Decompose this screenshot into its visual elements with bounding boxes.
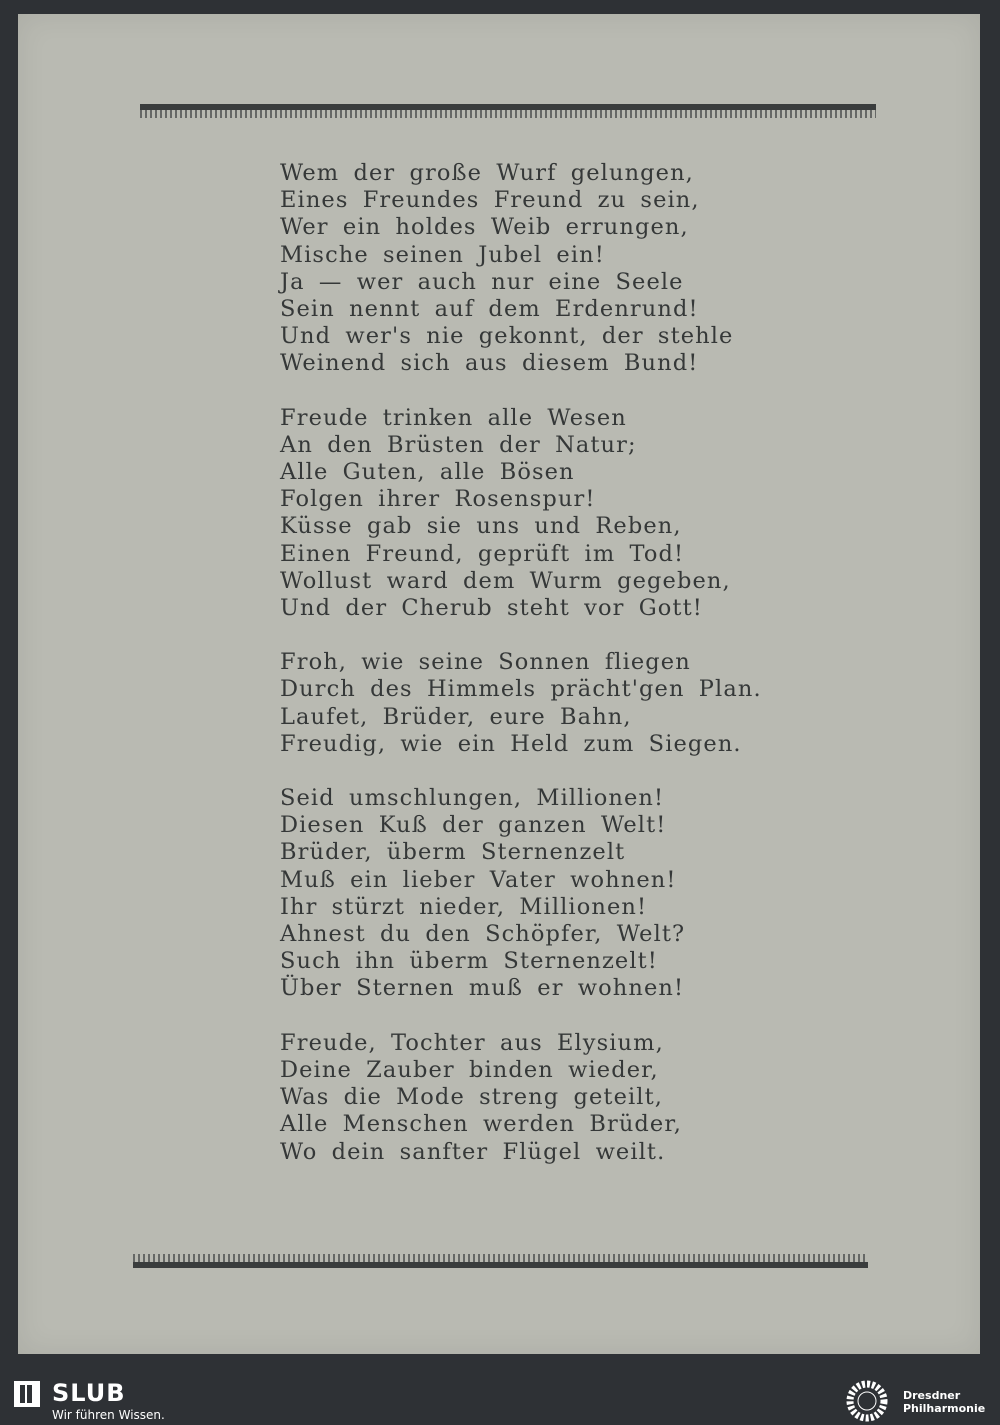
poem-line: Deine Zauber binden wieder, [280, 1056, 659, 1083]
poem-line: An den Brüsten der Natur; [280, 431, 637, 458]
stanza [280, 785, 780, 1003]
poem-line: Mische seinen Jubel ein! [280, 241, 605, 268]
poem-line: Durch des Himmels prächt'gen Plan. [280, 676, 762, 703]
poem-line: Und wer's nie gekonnt, der stehle [280, 323, 734, 350]
poem-line: Muß ein lieber Vater wohnen! [280, 866, 677, 893]
bottom-rule [133, 1262, 868, 1268]
poem-line: Freudig, wie ein Held zum Siegen. [280, 730, 742, 757]
dresdner-philharmonie-logo-icon [842, 1379, 892, 1423]
poem-line: Küsse gab sie uns und Reben, [280, 513, 682, 540]
poem-line: Ahnest du den Schöpfer, Welt? [280, 921, 686, 948]
bottom-deco-band [133, 1254, 868, 1262]
poem-line: Such ihn überm Sternenzelt! [280, 948, 658, 975]
poem-line: Über Sternen muß er wohnen! [280, 975, 685, 1002]
poem-line: Eines Freundes Freund zu sein, [280, 187, 700, 214]
partner-name [903, 1389, 985, 1415]
poem-line: Diesen Kuß der ganzen Welt! [280, 812, 667, 839]
stanza [280, 1030, 780, 1166]
poem-line: Folgen ihrer Rosenspur! [280, 486, 596, 513]
poem-line: Einen Freund, geprüft im Tod! [280, 540, 685, 567]
poem-line: Weinend sich aus diesem Bund! [280, 350, 699, 377]
poem-line: Laufet, Brüder, eure Bahn, [280, 703, 632, 730]
poem-line: Froh, wie seine Sonnen fliegen [280, 649, 691, 676]
poem-line: Ja — wer auch nur eine Seele [280, 268, 684, 295]
poem-line: Alle Guten, alle Bösen [280, 459, 575, 486]
poem-text [280, 160, 780, 1193]
slub-name: SLUB [52, 1379, 126, 1407]
stanza [280, 160, 780, 378]
poem-line: Was die Mode streng geteilt, [280, 1084, 663, 1111]
poem-line: Wo dein sanfter Flügel weilt. [280, 1138, 666, 1165]
bottom-ornamental-border [133, 1254, 868, 1268]
poem-line: Freude, Tochter aus Elysium, [280, 1029, 664, 1056]
poem-line: Wollust ward dem Wurm gegeben, [280, 567, 731, 594]
poem-line: Und der Cherub steht vor Gott! [280, 595, 703, 622]
top-deco-band [140, 110, 876, 118]
poem-line: Sein nennt auf dem Erdenrund! [280, 296, 699, 323]
partner-name-line1: Dresdner [903, 1389, 961, 1402]
viewer-footer [0, 1375, 1000, 1425]
partner-name-line2: Philharmonie [903, 1402, 986, 1415]
poem-line: Ihr stürzt nieder, Millionen! [280, 893, 648, 920]
poem-line: Wem der große Wurf gelungen, [280, 160, 694, 186]
poem-line: Seid umschlungen, Millionen! [280, 785, 665, 812]
poem-line: Alle Menschen werden Brüder, [280, 1111, 682, 1138]
slub-tagline: Wir führen Wissen. [52, 1408, 165, 1422]
stanza [280, 649, 780, 758]
poem-line: Freude trinken alle Wesen [280, 404, 627, 431]
poem-line: Wer ein holdes Weib errungen, [280, 214, 689, 241]
poem-line: Brüder, überm Sternenzelt [280, 839, 626, 866]
stanza [280, 405, 780, 623]
slub-logo-icon [12, 1379, 42, 1409]
top-ornamental-border [140, 104, 876, 118]
